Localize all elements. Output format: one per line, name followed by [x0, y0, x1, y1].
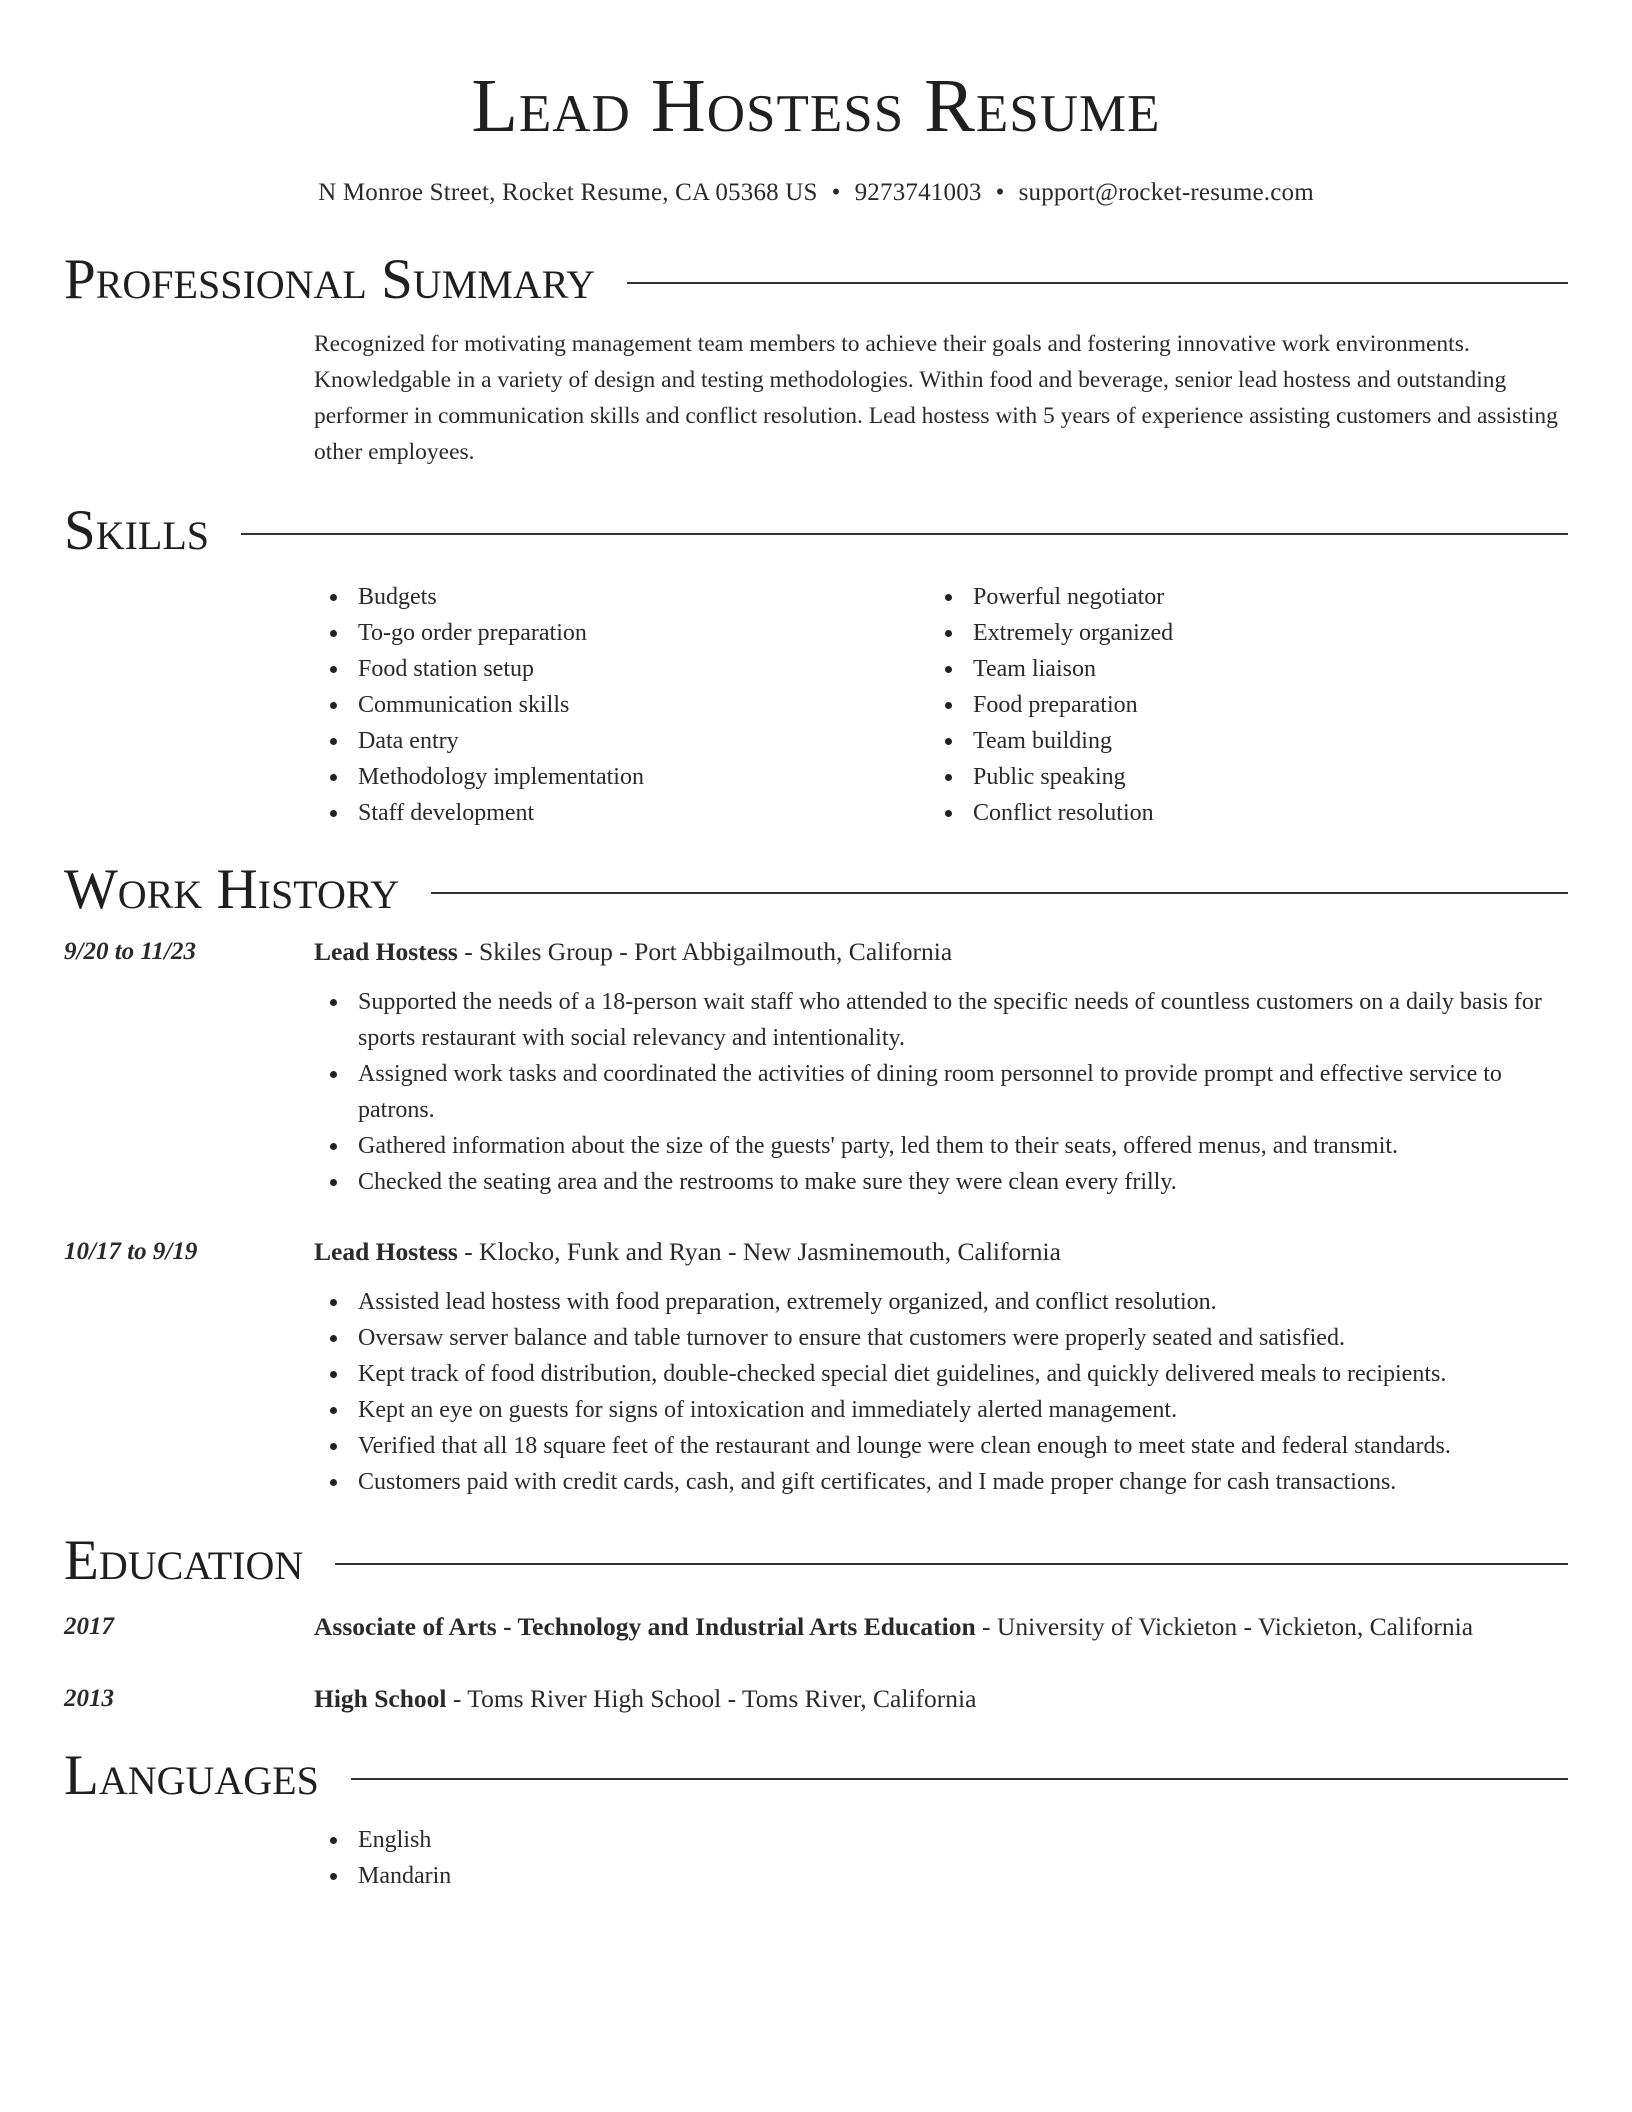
education-heading: Education	[64, 1529, 304, 1592]
skill-item: Food station setup	[314, 651, 929, 687]
skill-item: Data entry	[314, 723, 929, 759]
skill-item: Staff development	[314, 795, 929, 831]
contact-phone: 9273741003	[854, 179, 982, 206]
education-section	[64, 1529, 1568, 1717]
education-school: - Toms River High School - Toms River, California	[446, 1684, 977, 1713]
section-divider	[431, 892, 1568, 894]
skill-item: Methodology implementation	[314, 759, 929, 795]
contact-line	[64, 179, 1568, 207]
job-entry	[64, 1234, 1568, 1500]
skill-item: Team liaison	[929, 651, 1544, 687]
skills-heading: Skills	[64, 499, 210, 562]
section-divider	[335, 1563, 1568, 1565]
skill-item: Public speaking	[929, 759, 1544, 795]
job-heading	[314, 934, 1568, 970]
job-bullets	[314, 984, 1568, 1200]
education-year: 2017	[64, 1613, 114, 1640]
contact-separator: •	[831, 179, 841, 206]
job-employer: - Skiles Group - Port Abbigailmouth, California	[457, 937, 953, 966]
education-degree: Associate of Arts - Technology and Industrial Arts Education	[314, 1612, 976, 1641]
education-entry	[64, 1681, 1568, 1717]
skill-item: Communication skills	[314, 687, 929, 723]
skills-column-right	[929, 579, 1544, 831]
contact-email: support@rocket-resume.com	[1018, 179, 1314, 206]
job-bullet: Assigned work tasks and coordinated the activities of dining room personnel to provide prompt and effective service to patrons.	[314, 1056, 1568, 1128]
languages-section	[64, 1744, 1568, 1894]
summary-section	[64, 248, 1568, 470]
job-bullet: Supported the needs of a 18-person wait staff who attended to the specific needs of countless customers on a daily basis for sports restaurant with social relevancy and intentionality.	[314, 984, 1568, 1056]
skill-item: Budgets	[314, 579, 929, 615]
section-divider	[241, 533, 1568, 535]
job-entry	[64, 934, 1568, 1200]
section-divider	[351, 1778, 1568, 1780]
job-bullet: Oversaw server balance and table turnover to ensure that customers were properly seated and satisfied.	[314, 1320, 1568, 1356]
job-bullet: Verified that all 18 square feet of the restaurant and lounge were clean enough to meet state and federal standards.	[314, 1428, 1568, 1464]
language-item: English	[314, 1822, 1568, 1858]
skills-column-left	[314, 579, 929, 831]
education-header	[64, 1529, 1568, 1592]
languages-list	[314, 1822, 1568, 1894]
job-bullet: Checked the seating area and the restrooms to make sure they were clean every frilly.	[314, 1164, 1568, 1200]
work-history-heading: Work History	[64, 858, 400, 921]
summary-heading: Professional Summary	[64, 248, 596, 311]
skill-item: To-go order preparation	[314, 615, 929, 651]
summary-text: Recognized for motivating management team members to achieve their goals and fostering innovative work environments. Knowledgable in a variety of design and testing methodologies. Within food and beverage, senior lead hostess and outstanding performer in communication skills and conflict resolution. Lead hostess with 5 years of experience assisting customers and assisting other employees.	[314, 331, 1558, 465]
education-heading-line	[314, 1681, 1568, 1717]
job-body	[314, 934, 1568, 1200]
education-entry	[64, 1609, 1568, 1645]
job-bullet: Gathered information about the size of the guests' party, led them to their seats, offered menus, and transmit.	[314, 1128, 1568, 1164]
job-bullet: Kept track of food distribution, double-checked special diet guidelines, and quickly delivered meals to recipients.	[314, 1356, 1568, 1392]
skill-item: Food preparation	[929, 687, 1544, 723]
job-title: Lead Hostess	[314, 937, 458, 966]
language-item: Mandarin	[314, 1858, 1568, 1894]
skills-section	[64, 499, 1568, 831]
section-divider	[627, 282, 1568, 284]
education-body	[314, 1681, 1568, 1717]
job-dates: 10/17 to 9/19	[64, 1238, 198, 1265]
job-employer: - Klocko, Funk and Ryan - New Jasminemouth, California	[457, 1237, 1061, 1266]
languages-header	[64, 1744, 1568, 1807]
skill-item: Conflict resolution	[929, 795, 1544, 831]
summary-header	[64, 248, 1568, 311]
contact-separator: •	[995, 179, 1005, 206]
education-body	[314, 1609, 1568, 1645]
education-heading-line	[314, 1609, 1568, 1645]
education-degree: High School	[314, 1684, 447, 1713]
skill-item: Powerful negotiator	[929, 579, 1544, 615]
skills-header	[64, 499, 1568, 562]
education-school: - University of Vickieton - Vickieton, California	[975, 1612, 1474, 1641]
skill-item: Extremely organized	[929, 615, 1544, 651]
skill-item: Team building	[929, 723, 1544, 759]
contact-address: N Monroe Street, Rocket Resume, CA 05368 US	[318, 179, 818, 206]
languages-heading: Languages	[64, 1744, 319, 1807]
job-bullet: Kept an eye on guests for signs of intoxication and immediately alerted management.	[314, 1392, 1568, 1428]
resume-title: Lead Hostess Resume	[471, 64, 1161, 148]
job-dates: 9/20 to 11/23	[64, 938, 196, 965]
job-bullet: Customers paid with credit cards, cash, and gift certificates, and I made proper change for cash transactions.	[314, 1464, 1568, 1500]
job-heading	[314, 1234, 1568, 1270]
work-history-section	[64, 858, 1568, 1500]
job-bullets	[314, 1284, 1568, 1500]
job-bullet: Assisted lead hostess with food preparation, extremely organized, and conflict resolution.	[314, 1284, 1568, 1320]
work-history-header	[64, 858, 1568, 921]
education-year: 2013	[64, 1685, 114, 1712]
skills-grid	[314, 579, 1568, 831]
job-title: Lead Hostess	[314, 1237, 458, 1266]
job-body	[314, 1234, 1568, 1500]
